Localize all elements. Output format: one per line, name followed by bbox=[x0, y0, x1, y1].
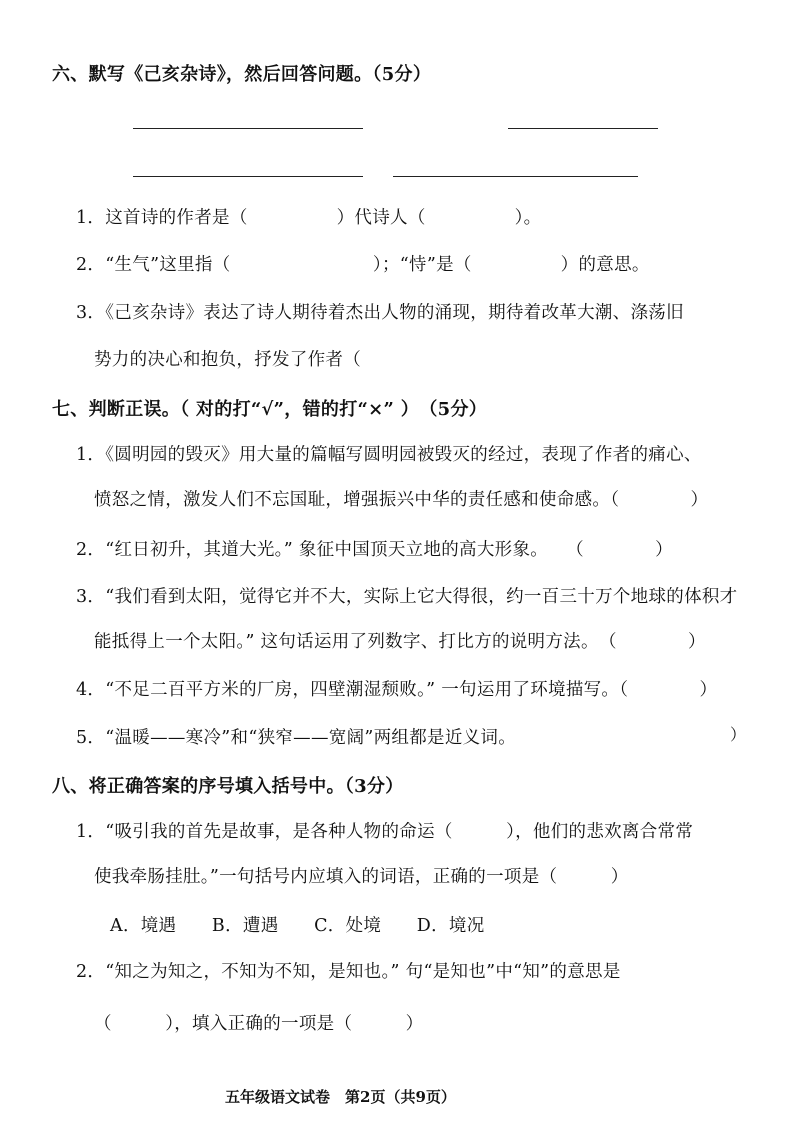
poem-line-3-blank[interactable] bbox=[133, 176, 363, 177]
section7-question-5: 5．“温暖——寒冷”和“狭窄——宽阔”两组都是近义词。 bbox=[76, 728, 517, 748]
poem-line-2-blank[interactable] bbox=[508, 128, 658, 129]
poem-line-4-blank[interactable] bbox=[393, 176, 638, 177]
section7-question-3-line2: 能抵得上一个太阳。” 这句话运用了列数字、打比方的说明方法。 （ ） bbox=[94, 632, 706, 652]
section7-heading: 七、判断正误。（ 对的打“√”，错的打“×” ） （5分） bbox=[52, 399, 488, 420]
section8-question-2-line1: 2．“知之为知之，不知为不知，是知也。” 句“是知也”中“知”的意思是 bbox=[76, 962, 621, 982]
section8-question-1-options: A．境遇 B．遭遇 C．处境 D．境况 bbox=[110, 916, 485, 936]
section8-question-1-line1: 1．“吸引我的首先是故事，是各种人物的命运（ ），他们的悲欢离合常常 bbox=[76, 822, 694, 842]
section8-heading: 八、将正确答案的序号填入括号中。（3分） bbox=[52, 776, 404, 797]
page-footer: 五年级语文试卷 第2页（共9页） bbox=[225, 1088, 456, 1106]
section7-question-4: 4．“不足二百平方米的厂房，四壁潮湿颓败。” 一句运用了环境描写。（ ） bbox=[76, 680, 718, 700]
section8-question-1-line2: 使我牵肠挂肚。”一句括号内应填入的词语，正确的一项是（ ） bbox=[94, 867, 629, 887]
section6-question-1: 1．这首诗的作者是（ ）代诗人（ ）。 bbox=[76, 208, 542, 228]
section6-question-2: 2．“生气”这里指（ ）；“恃”是（ ）的意思。 bbox=[76, 255, 650, 275]
section6-heading: 六、默写《己亥杂诗》，然后回答问题。（5分） bbox=[52, 64, 432, 85]
section7-question-1-line1: 1．《圆明园的毁灭》用大量的篇幅写圆明园被毁灭的经过，表现了作者的痛心、 bbox=[76, 445, 702, 465]
section7-question-2: 2．“红日初升，其道大光。” 象征中国顶天立地的高大形象。 （ ） bbox=[76, 540, 673, 560]
section7-question-5-answer-paren[interactable]: ） bbox=[730, 725, 747, 744]
section7-question-1-line2: 愤怒之情，激发人们不忘国耻，增强振兴中华的责任感和使命感。（ ） bbox=[94, 490, 709, 510]
section8-question-2-line2: （ ），填入正确的一项是（ ） bbox=[94, 1014, 424, 1034]
poem-line-1-blank[interactable] bbox=[133, 128, 363, 129]
section6-question-3-line2: 势力的决心和抱负，抒发了作者（ bbox=[94, 350, 361, 370]
section6-question-3-line1: 3．《己亥杂诗》表达了诗人期待着杰出人物的涌现，期待着改革大潮、涤荡旧 bbox=[76, 303, 684, 323]
section7-question-3-line1: 3．“我们看到太阳，觉得它并不大，实际上它大得很，约一百三十万个地球的体积才 bbox=[76, 587, 738, 607]
